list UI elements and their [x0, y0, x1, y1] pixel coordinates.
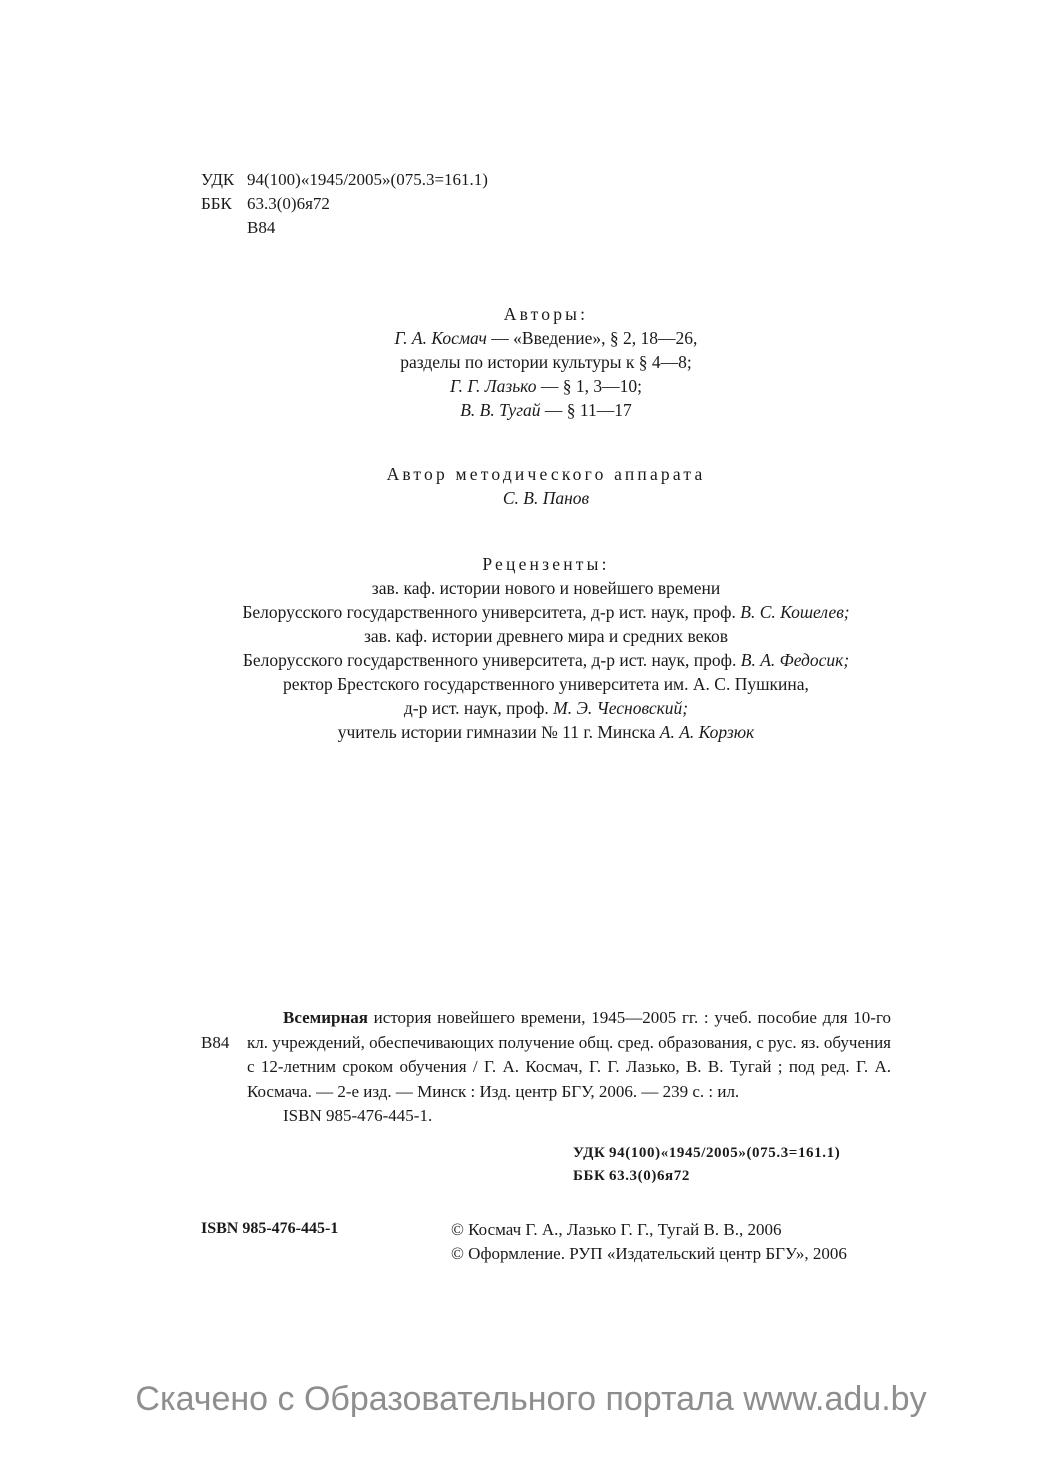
card-author-index: В84 — [201, 1032, 230, 1052]
copyright-line: © Космач Г. А., Лазько Г. Г., Тугай В. В., 2006 — [451, 1220, 782, 1239]
catalog-card — [201, 1006, 891, 1184]
reviewer-text: зав. каф. истории нового и новейшего времени — [371, 578, 721, 598]
bbk-row — [201, 192, 488, 216]
authors-line — [0, 398, 1062, 422]
card-title-bold: Всемирная — [283, 1008, 368, 1027]
reviewer-line — [0, 576, 1062, 600]
reviewer-line — [0, 624, 1062, 648]
card-classification — [573, 1142, 840, 1188]
bbk-label: ББК — [201, 194, 232, 213]
reviewer-text: ректор Брестского государственного университета им. А. С. Пушкина, — [283, 674, 809, 694]
reviewer-text: зав. каф. истории древнего мира и средних веков — [363, 626, 729, 646]
authors-line — [0, 374, 1062, 398]
copyright-block — [451, 1218, 847, 1266]
author-sections: — § 11—17 — [540, 400, 632, 420]
card-isbn: ISBN 985-476-445-1. — [283, 1106, 433, 1125]
udk-row — [201, 168, 488, 192]
card-bbk-value: 63.3(0)6я72 — [609, 1168, 690, 1184]
card-udk-label: УДК — [573, 1145, 606, 1161]
reviewer-line — [0, 696, 1062, 720]
authors-line — [0, 326, 1062, 350]
card-bbk-row — [573, 1165, 840, 1188]
card-bbk-label: ББК — [573, 1168, 606, 1184]
authors-line — [0, 350, 1062, 374]
author-mark: В84 — [247, 218, 276, 237]
card-description-wrap — [201, 1006, 891, 1104]
author-sections: — «Введение», § 2, 18—26, — [486, 328, 698, 348]
reviewer-line — [0, 672, 1062, 696]
watermark: Скачено с Образовательного портала www.adu.by — [135, 1380, 927, 1418]
reviewer-line — [0, 600, 1062, 624]
classification-block — [201, 168, 488, 240]
reviewers-block — [0, 552, 1062, 744]
reviewer-text: д-р ист. наук, проф. — [403, 698, 554, 718]
card-title-rest: история новейшего времени, 1945—2005 гг. : учеб. пособие для 10-го кл. учреждений, обеспечивающих получение общ. сред. образования, с рус. яз. обучения с 12-летним сроком обучения / Г. А. Космач, Г. Г. Лазько, В. В. Тугай ; под ред. Г. А. Космача. — 2-е изд. — Минск : Изд. центр БГУ, 2006. — 239 с. : ил. — [247, 1008, 891, 1101]
author-name: Г. Г. Лазько — [450, 376, 537, 396]
reviewer-name: М. Э. Чесновский; — [553, 698, 689, 718]
methodology-heading: Автор методического аппарата — [386, 464, 706, 484]
methodology-block — [0, 462, 1062, 510]
authors-heading: Авторы: — [503, 304, 589, 324]
reviewer-text: учитель истории гимназии № 11 г. Минска — [337, 722, 660, 742]
reviewers-heading: Рецензенты: — [482, 554, 610, 574]
methodology-name: С. В. Панов — [502, 488, 590, 508]
reviewer-text: Белорусского государственного университета, д-р ист. наук, проф. — [242, 650, 741, 670]
card-udk-value: 94(100)«1945/2005»(075.3=161.1) — [609, 1145, 841, 1161]
card-udk-row — [573, 1142, 840, 1165]
methodology-name-line — [0, 486, 1062, 510]
reviewer-name: В. А. Федосик; — [740, 650, 850, 670]
copyright-line: © Оформление. РУП «Издательский центр БГУ», 2006 — [451, 1244, 847, 1263]
udk-label: УДК — [201, 170, 235, 189]
author-name: В. В. Тугай — [460, 400, 541, 420]
authors-block — [0, 302, 1062, 422]
author-sections: разделы по истории культуры к § 4—8; — [400, 352, 692, 372]
card-description — [247, 1006, 891, 1104]
author-sections: — § 1, 3—10; — [536, 376, 642, 396]
reviewer-text: Белорусского государственного университета, д-р ист. наук, проф. — [242, 602, 741, 622]
reviewer-line — [0, 648, 1062, 672]
reviewer-name: В. С. Кошелев; — [740, 602, 850, 622]
udk-value: 94(100)«1945/2005»(075.3=161.1) — [247, 170, 488, 189]
author-name: Г. А. Космач — [394, 328, 487, 348]
bbk-value: 63.3(0)6я72 — [247, 194, 330, 213]
isbn-main: ISBN 985-476-445-1 — [201, 1220, 339, 1237]
reviewer-line — [0, 720, 1062, 744]
reviewer-name: А. А. Корзюк — [659, 722, 755, 742]
